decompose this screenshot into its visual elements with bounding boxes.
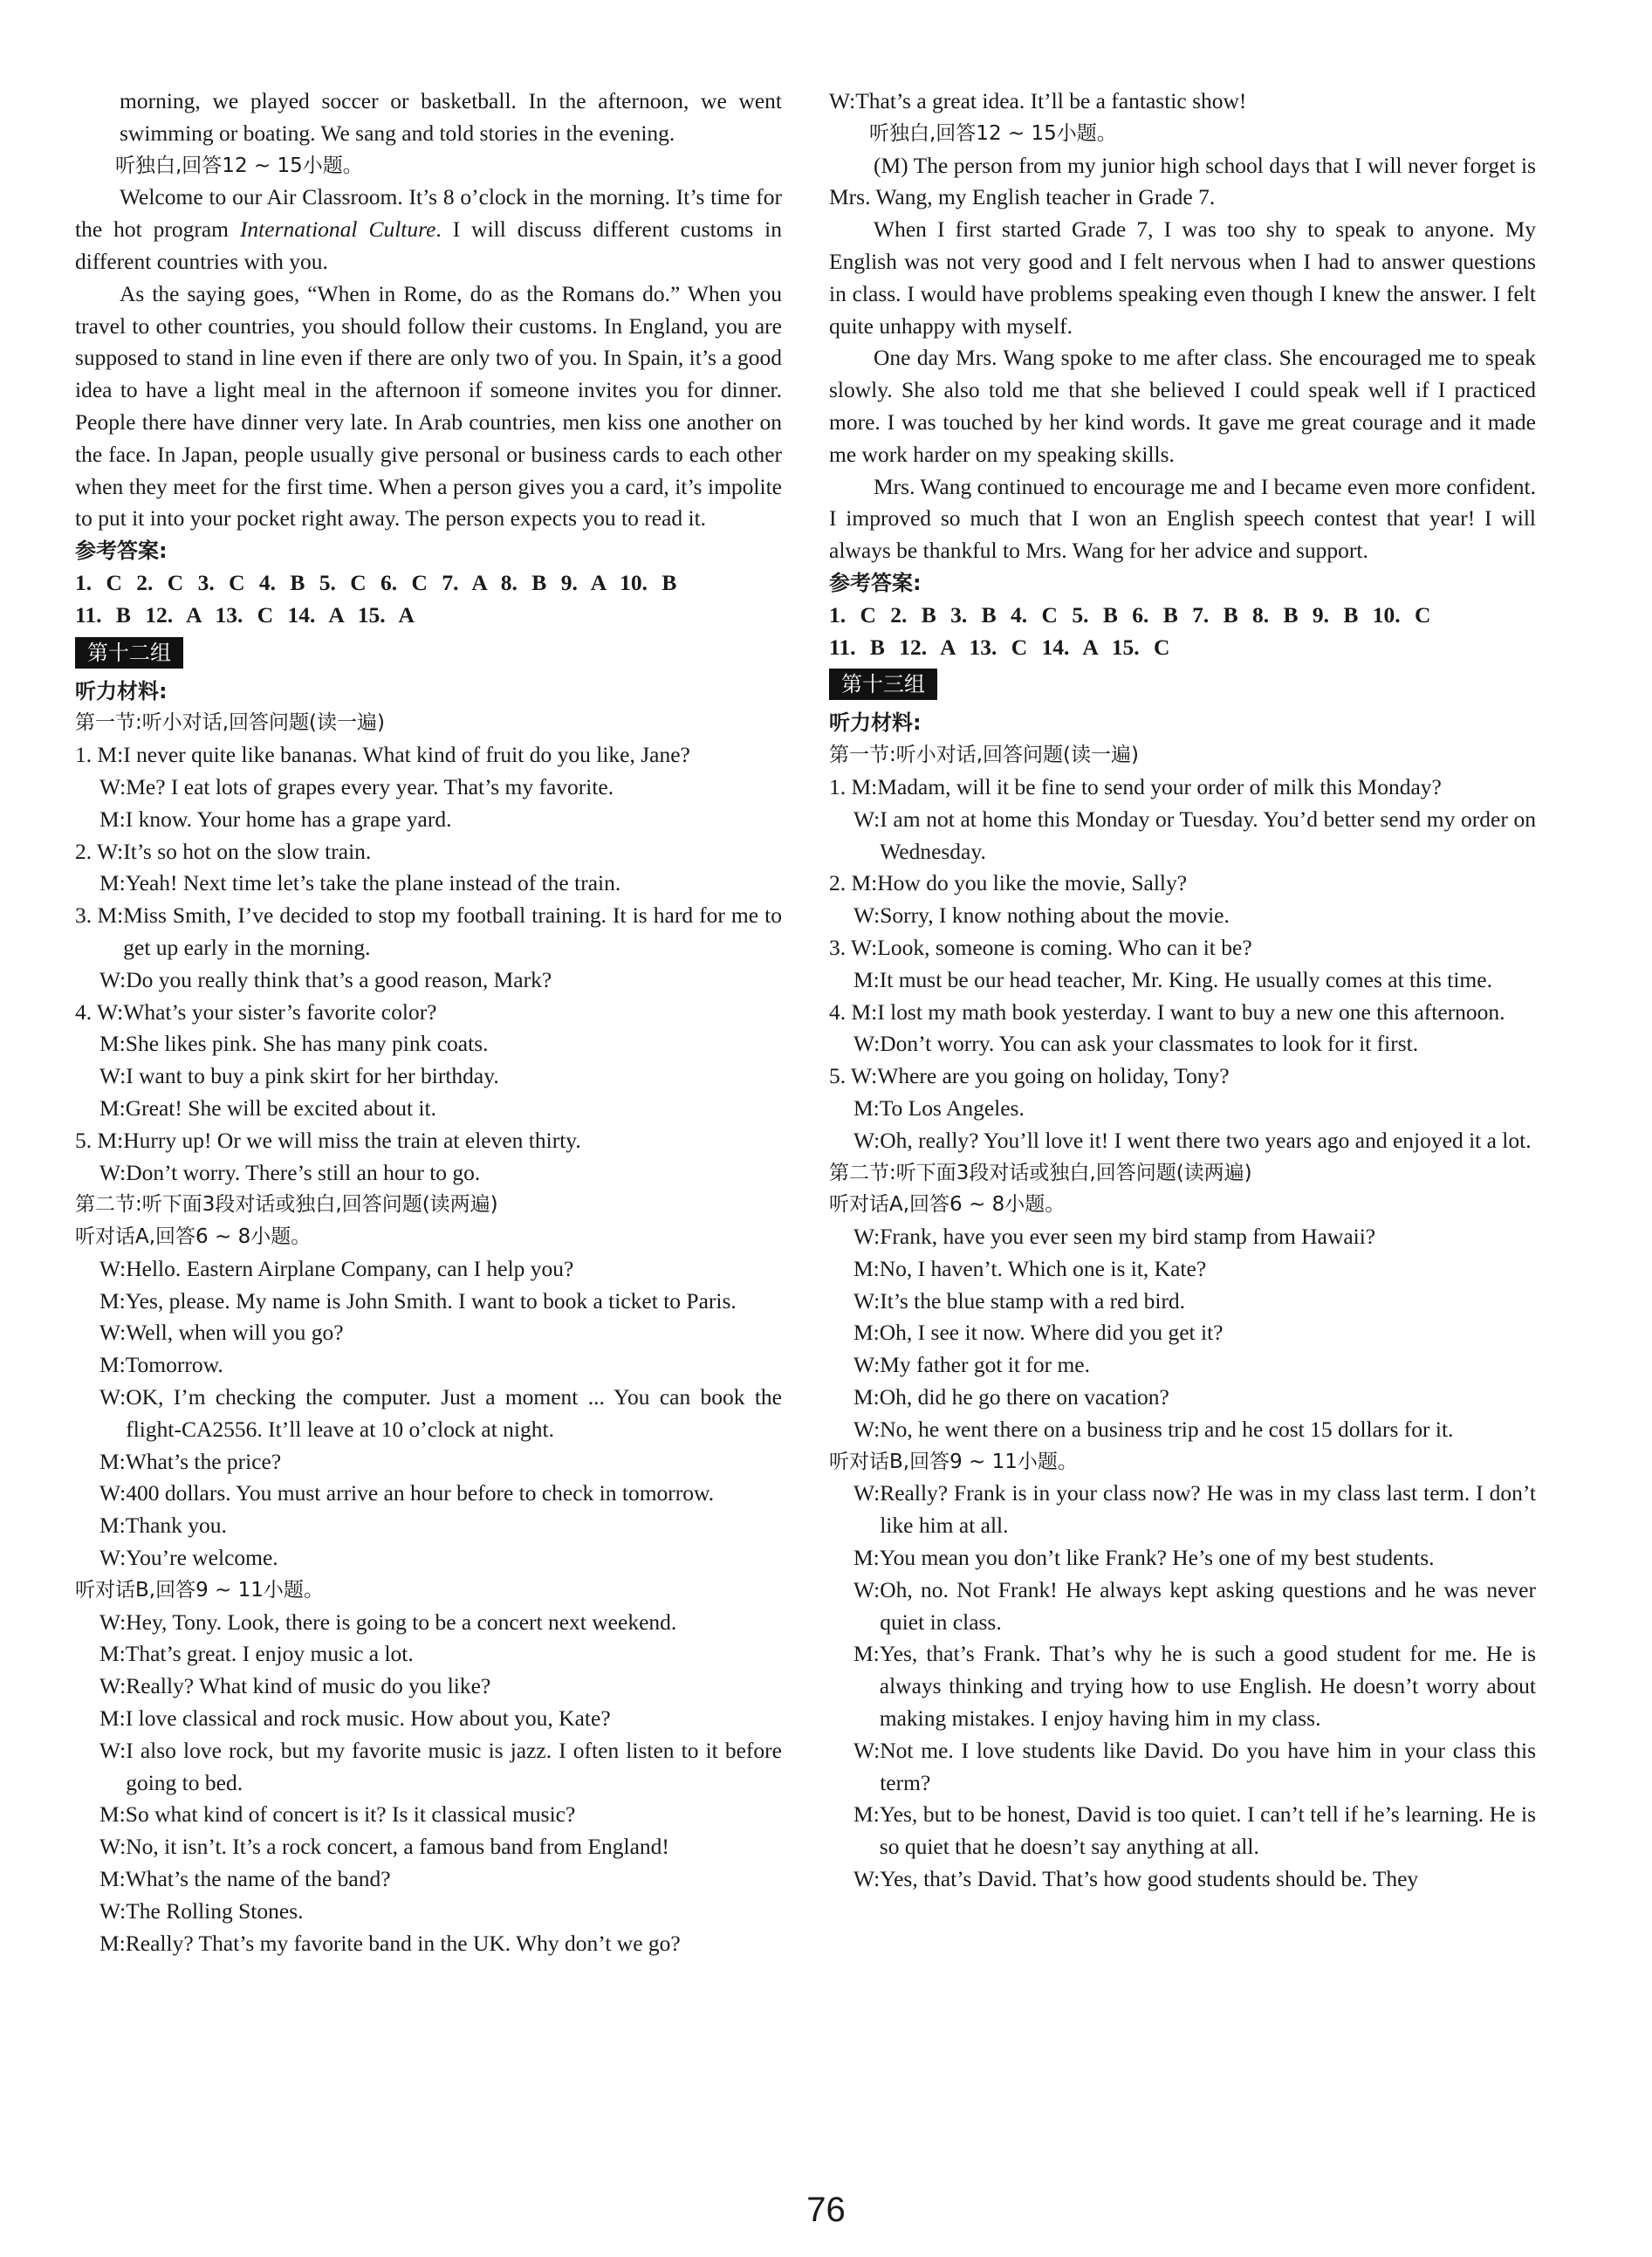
dialogue-text: OK, I’m checking the computer. Just a moment ... You can book the flight-CA2556. It’ll leave at 10 o’clock at night.	[126, 1384, 782, 1442]
left-column	[75, 86, 782, 1959]
speaker-tag: W:	[99, 1384, 127, 1410]
speaker-tag: 4. W:	[75, 998, 124, 1025]
dialogue-list	[75, 1607, 782, 1960]
dialogue-line	[75, 1896, 782, 1928]
dialogue-text: Hey, Tony. Look, there is going to be a concert next weekend.	[126, 1609, 677, 1635]
dialogue-line	[75, 1093, 782, 1125]
monologue-text: Welcome to our Air Classroom. It’s 8 o’clock in the morning. It’s time for the hot program	[75, 184, 782, 243]
section-heading: 第一节:听小对话,回答问题(读一遍)	[75, 711, 386, 735]
speaker-tag: W:	[99, 1159, 127, 1185]
speaker-tag: W:	[99, 773, 127, 799]
dialogue-line	[829, 1863, 1536, 1896]
dialogue-text: Yes, please. My name is John Smith. I want to book a ticket to Paris.	[125, 1287, 737, 1314]
dialogue-list	[829, 772, 1536, 1157]
dialogue-text: Really? Frank is in your class now? He was in my class last term. I don’t like him at all.	[880, 1480, 1536, 1539]
dialogue-text: What’s the name of the band?	[125, 1866, 391, 1892]
dialogue-text: Yes, but to be honest, David is too quiet. I can’t tell if he’s learning. He is so quiet that he doesn’t say anything at all.	[879, 1801, 1536, 1860]
dialogue-line	[75, 1028, 782, 1060]
dialogue-text: Oh, did he go there on vacation?	[879, 1384, 1169, 1410]
speaker-tag: 3. W:	[829, 934, 878, 960]
dialogue-line	[75, 1125, 782, 1157]
dialogue-text: I never quite like bananas. What kind of fruit do you like, Jane?	[123, 742, 690, 768]
speaker-tag: W:	[853, 1480, 881, 1506]
section-heading: 第二节:听下面3段对话或独白,回答问题(读两遍)	[829, 1161, 1252, 1184]
speaker-tag: W:	[99, 966, 127, 992]
dialogue-text: Miss Smith, I’ve decided to stop my football training. It is hard for me to get up early in the morning.	[123, 902, 782, 960]
dialogue-line	[829, 1382, 1536, 1414]
dialogue-line	[829, 1478, 1536, 1542]
dialogue-line	[829, 1286, 1536, 1318]
answers-label: 参考答案:	[75, 539, 168, 564]
dialogue-line	[829, 1799, 1536, 1863]
dialogue-text: Yes, that’s David. That’s how good students should be. They	[880, 1866, 1419, 1892]
dialogue-text: I know. Your home has a grape yard.	[125, 806, 452, 832]
section-heading: 第二节:听下面3段对话或独白,回答问题(读两遍)	[75, 1193, 498, 1217]
dialogue-heading: 听对话B,回答9 ~ 11小题。	[75, 1578, 324, 1602]
dialogue-line	[75, 1510, 782, 1542]
dialogue-line	[75, 868, 782, 900]
dialogue-line	[75, 772, 782, 804]
speaker-tag: 5. M:	[75, 1127, 124, 1153]
speaker-tag: M:	[99, 1641, 126, 1667]
speaker-tag: M:	[99, 1352, 126, 1378]
dialogue-line	[75, 1703, 782, 1735]
speaker-tag: W:	[99, 1480, 127, 1506]
dialogue-list	[75, 1253, 782, 1574]
dialogue-line	[75, 1735, 782, 1800]
dialogue-line	[829, 1735, 1536, 1800]
dialogue-text: That’s a great idea. It’ll be a fantastic show!	[855, 88, 1247, 113]
speaker-tag: W:	[99, 1897, 127, 1924]
speaker-tag: W:	[853, 1576, 881, 1602]
speaker-tag: 5. W:	[829, 1063, 878, 1089]
dialogue-line	[75, 1382, 782, 1446]
dialogue-line	[75, 1317, 782, 1349]
dialogue-line	[75, 1349, 782, 1382]
dialogue-text: That’s great. I enjoy music a lot.	[125, 1641, 414, 1667]
dialogue-line	[75, 804, 782, 836]
speaker-tag: M:	[99, 1031, 126, 1057]
dialogue-text: Look, someone is coming. Who can it be?	[877, 934, 1252, 960]
group-banner: 第十三组	[829, 669, 937, 700]
monologue-paragraph: As the saying goes, “When in Rome, do as the Romans do.” When you travel to other countries, you should follow their customs. In England, you are supposed to stand in line even if there are only two of you. In Spain, it’s a good idea to have a light meal in the afternoon if someone invites you for dinner. People there have dinner very late. In Arab countries, men kiss one another on the face. In Japan, people usually give personal or business cards to each other when they meet for the first time. When a person gives you a card, it’s impolite to put it into your pocket right away. The person expects you to read it.	[75, 280, 782, 532]
dialogue-text: You’re welcome.	[126, 1545, 278, 1571]
dialogue-text: Thank you.	[125, 1513, 227, 1539]
answers-line: 11. B 12. A 13. C 14. A 15. C	[829, 634, 1170, 660]
dialogue-line	[75, 1670, 782, 1703]
speaker-tag: M:	[99, 1287, 126, 1314]
dialogue-text: I want to buy a pink skirt for her birthday.	[126, 1063, 499, 1089]
dialogue-text: Me? I eat lots of grapes every year. That’s my favorite.	[126, 773, 614, 799]
dialogue-line	[829, 1093, 1536, 1125]
speaker-tag: W:	[853, 1416, 881, 1442]
dialogue-text: Hurry up! Or we will miss the train at eleven thirty.	[123, 1127, 581, 1153]
dialogue-text: Don’t worry. There’s still an hour to go.	[126, 1159, 481, 1185]
speaker-tag: M:	[99, 1801, 126, 1828]
dialogue-text: Where are you going on holiday, Tony?	[877, 1063, 1230, 1089]
dialogue-line	[829, 1414, 1536, 1446]
dialogue-line	[829, 1253, 1536, 1286]
speaker-tag: M:	[99, 1705, 126, 1732]
dialogue-text: My father got it for me.	[880, 1352, 1090, 1378]
dialogue-text: I love classical and rock music. How about you, Kate?	[125, 1705, 611, 1732]
dialogue-text: Yeah! Next time let’s take the plane instead of the train.	[125, 870, 621, 896]
monologue-paragraph: (M) The person from my junior high school days that I will never forget is Mrs. Wang, my English teacher in Grade 7.	[829, 152, 1536, 210]
dialogue-list	[829, 1221, 1536, 1446]
dialogue-text: Great! She will be excited about it.	[125, 1094, 436, 1121]
dialogue-line	[75, 1157, 782, 1190]
dialogue-text: Tomorrow.	[125, 1352, 223, 1378]
dialogue-text: Do you really think that’s a good reason, Mark?	[126, 966, 552, 992]
speaker-tag: W:	[853, 1287, 881, 1314]
dialogue-line	[829, 1542, 1536, 1574]
dialogue-line	[75, 1542, 782, 1574]
dialogue-line	[829, 868, 1536, 900]
listening-label: 听力材料:	[75, 678, 168, 703]
dialogue-text: It’s the blue stamp with a red bird.	[880, 1287, 1186, 1314]
dialogue-line	[829, 1317, 1536, 1349]
dialogue-text: Frank, have you ever seen my bird stamp from Hawaii?	[880, 1224, 1376, 1250]
dialogue-text: No, it isn’t. It’s a rock concert, a famous band from England!	[126, 1834, 669, 1860]
dialogue-line	[75, 1607, 782, 1639]
speaker-tag: M:	[853, 1545, 880, 1571]
speaker-tag: M:	[99, 1513, 126, 1539]
speaker-tag: M:	[99, 1866, 126, 1892]
speaker-tag: 2. W:	[75, 838, 124, 864]
dialogue-line	[829, 1060, 1536, 1093]
dialogue-text: I lost my math book yesterday. I want to buy a new one this afternoon.	[877, 998, 1505, 1025]
dialogue-heading: 听对话A,回答6 ~ 8小题。	[75, 1225, 312, 1249]
speaker-tag: W:	[99, 1545, 127, 1571]
dialogue-line	[75, 836, 782, 868]
speaker-tag: 4. M:	[829, 998, 878, 1025]
dialogue-line	[829, 1349, 1536, 1382]
speaker-tag: W:	[853, 1127, 881, 1153]
answers-label: 参考答案:	[829, 570, 922, 595]
dialogue-heading: 听对话B,回答9 ~ 11小题。	[829, 1450, 1078, 1473]
dialogue-text: What’s your sister’s favorite color?	[123, 998, 437, 1025]
intro-continuation: morning, we played soccer or basketball. In the afternoon, we went swimming or boating. We sang and told stories in the evening.	[120, 88, 782, 146]
speaker-tag: W:	[99, 1673, 127, 1699]
speaker-tag: W:	[853, 902, 881, 929]
monologue-paragraph	[75, 182, 782, 278]
dialogue-line	[829, 1221, 1536, 1253]
dialogue-text: 400 dollars. You must arrive an hour before to check in tomorrow.	[126, 1480, 715, 1506]
dialogue-text: To Los Angeles.	[879, 1094, 1025, 1121]
speaker-tag: M:	[853, 1320, 880, 1346]
dialogue-text: No, I haven’t. Which one is it, Kate?	[879, 1255, 1207, 1281]
speaker-tag: W:	[853, 806, 881, 832]
speaker-tag: M:	[99, 1930, 126, 1956]
speaker-tag: W:	[829, 88, 856, 113]
monologue-paragraph: When I first started Grade 7, I was too shy to speak to anyone. My English was not very good and I felt nervous when I had to answer questions in class. I would have problems speaking even though I knew the answer. I felt quite unhappy with myself.	[829, 216, 1536, 339]
dialogue-heading: 听对话A,回答6 ~ 8小题。	[829, 1193, 1066, 1217]
dialogue-line	[829, 804, 1536, 868]
speaker-tag: M:	[853, 1255, 880, 1281]
speaker-tag: W:	[99, 1609, 127, 1635]
answers-line: 1. C 2. B 3. B 4. C 5. B 6. B 7. B 8. B 9. B 10. C	[829, 601, 1431, 628]
dialogue-text: She likes pink. She has many pink coats.	[125, 1031, 489, 1057]
dialogue-line	[75, 1928, 782, 1960]
dialogue-line	[829, 900, 1536, 932]
dialogue-line	[75, 997, 782, 1029]
dialogue-line	[75, 1286, 782, 1318]
speaker-tag: W:	[99, 1834, 127, 1860]
dialogue-text: What’s the price?	[125, 1448, 282, 1474]
section-heading: 第一节:听小对话,回答问题(读一遍)	[829, 744, 1140, 767]
dialogue-text: You mean you don’t like Frank? He’s one of my best students.	[879, 1545, 1435, 1571]
listening-label: 听力材料:	[829, 710, 922, 736]
dialogue-line	[75, 739, 782, 772]
answers-line: 11. B 12. A 13. C 14. A 15. A	[75, 601, 415, 628]
dialogue-line	[829, 86, 1536, 118]
monologue-heading: 听独白,回答12 ~ 15小题。	[869, 121, 1117, 145]
page-number: 76	[806, 2191, 846, 2229]
dialogue-text: Oh, I see it now. Where did you get it?	[879, 1320, 1224, 1346]
dialogue-text: Not me. I love students like David. Do you have him in your class this term?	[880, 1737, 1536, 1795]
right-column	[829, 86, 1536, 1896]
dialogue-line	[829, 932, 1536, 964]
speaker-tag: W:	[853, 1737, 881, 1763]
dialogue-line	[75, 1799, 782, 1831]
monologue-paragraph: Mrs. Wang continued to encourage me and I became even more confident. I improved so much that I won an English speech contest that year! I will always be thankful to Mrs. Wang for her advice and support.	[829, 473, 1536, 564]
speaker-tag: 1. M:	[829, 773, 878, 799]
dialogue-text: It’s so hot on the slow train.	[123, 838, 372, 864]
group-banner: 第十二组	[75, 637, 183, 669]
dialogue-text: Don’t worry. You can ask your classmates to look for it first.	[880, 1031, 1419, 1057]
dialogue-text: Really? What kind of music do you like?	[126, 1673, 491, 1699]
dialogue-line	[829, 1028, 1536, 1060]
speaker-tag: W:	[853, 1866, 881, 1892]
dialogue-line	[75, 964, 782, 997]
dialogue-line	[829, 964, 1536, 997]
speaker-tag: W:	[853, 1352, 881, 1378]
dialogue-line	[829, 997, 1536, 1029]
dialogue-line	[75, 1060, 782, 1093]
speaker-tag: M:	[99, 806, 126, 832]
dialogue-line	[75, 1478, 782, 1510]
dialogue-line	[75, 900, 782, 964]
speaker-tag: M:	[853, 1384, 880, 1410]
speaker-tag: W:	[853, 1031, 881, 1057]
dialogue-text: Well, when will you go?	[126, 1320, 344, 1346]
speaker-tag: W:	[99, 1737, 127, 1763]
answers-line: 1. C 2. C 3. C 4. B 5. C 6. C 7. A 8. B 9. A 10. B	[75, 569, 677, 595]
dialogue-line	[75, 1446, 782, 1478]
speaker-tag: M:	[99, 1448, 126, 1474]
speaker-tag: M:	[853, 1094, 880, 1121]
dialogue-text: The Rolling Stones.	[126, 1897, 304, 1924]
dialogue-text: Yes, that’s Frank. That’s why he is such a good student for me. He is always thinking and trying how to use English. He doesn’t worry about making mistakes. I enjoy having him in my class.	[879, 1641, 1536, 1732]
monologue-heading: 听独白,回答12 ~ 15小题。	[115, 154, 363, 177]
speaker-tag: 1. M:	[75, 742, 124, 768]
dialogue-text: I am not at home this Monday or Tuesday. You’d better send my order on Wednesday.	[880, 806, 1536, 864]
dialogue-text: It must be our head teacher, Mr. King. He usually comes at this time.	[879, 966, 1492, 992]
speaker-tag: M:	[99, 1094, 126, 1121]
dialogue-list	[829, 1478, 1536, 1895]
speaker-tag: M:	[99, 870, 126, 896]
monologue-text: . I will discuss different customs in different countries with you.	[75, 216, 782, 274]
dialogue-text: How do you like the movie, Sally?	[877, 870, 1188, 896]
dialogue-text: No, he went there on a business trip and he cost 15 dollars for it.	[880, 1416, 1454, 1442]
dialogue-line	[75, 1253, 782, 1286]
speaker-tag: 3. M:	[75, 902, 124, 929]
dialogue-text: Sorry, I know nothing about the movie.	[880, 902, 1230, 929]
dialogue-text: Oh, really? You’ll love it! I went there two years ago and enjoyed it a lot.	[880, 1127, 1532, 1153]
dialogue-text: I also love rock, but my favorite music is jazz. I often listen to it before going to bed.	[126, 1737, 782, 1795]
speaker-tag: 2. M:	[829, 870, 878, 896]
dialogue-line	[829, 1574, 1536, 1639]
dialogue-line	[75, 1638, 782, 1670]
dialogue-list	[75, 739, 782, 1189]
dialogue-line	[75, 1863, 782, 1896]
monologue-paragraph: One day Mrs. Wang spoke to me after class. She encouraged me to speak slowly. She also told me that she believed I could speak well if I practiced more. I was touched by her kind words. It gave me great courage and it made me work harder on my speaking skills.	[829, 345, 1536, 467]
speaker-tag: M:	[853, 1641, 880, 1667]
speaker-tag: W:	[99, 1320, 127, 1346]
dialogue-text: Madam, will it be fine to send your order of milk this Monday?	[877, 773, 1442, 799]
speaker-tag: M:	[853, 1801, 880, 1828]
dialogue-line	[75, 1831, 782, 1863]
dialogue-text: Oh, no. Not Frank! He always kept asking questions and he was never quiet in class.	[880, 1576, 1536, 1635]
program-title: International Culture	[239, 216, 436, 243]
speaker-tag: M:	[853, 966, 880, 992]
dialogue-text: Hello. Eastern Airplane Company, can I help you?	[126, 1255, 574, 1281]
dialogue-line	[829, 1638, 1536, 1734]
speaker-tag: W:	[99, 1255, 127, 1281]
speaker-tag: W:	[99, 1063, 127, 1089]
speaker-tag: W:	[853, 1224, 881, 1250]
dialogue-line	[829, 772, 1536, 804]
dialogue-line	[829, 1125, 1536, 1157]
dialogue-text: So what kind of concert is it? Is it classical music?	[125, 1801, 576, 1828]
dialogue-text: Really? That’s my favorite band in the UK. Why don’t we go?	[125, 1930, 681, 1956]
